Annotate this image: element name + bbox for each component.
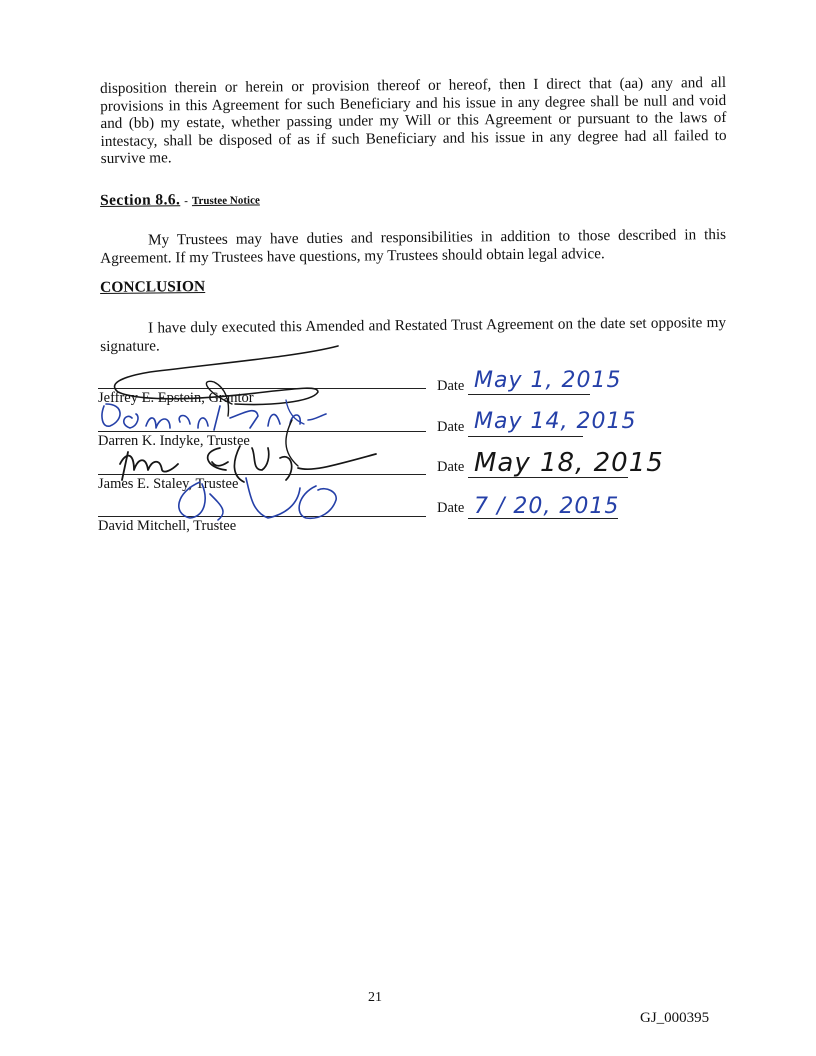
signer-name-indyke: Darren K. Indyke, Trustee bbox=[98, 433, 250, 449]
date-value-indyke: May 14, 2015 bbox=[474, 409, 637, 434]
conclusion-heading: CONCLUSION bbox=[100, 277, 206, 296]
date-label-mitchell: Date bbox=[437, 500, 465, 516]
paragraph-disposition: disposition therein or herein or provision thereof or hereof, then I direct that (aa) any and all provisions in this Agreement for such Beneficiary and his issue in any degree shall be null and void and (bb) my estate, whether passing under my Will or this Agreement or pursuant to the laws of intestacy, shall be disposed of as if such Beneficiary and his issue in any degree had all failed to survive me. bbox=[100, 73, 727, 167]
page-number: 21 bbox=[368, 990, 382, 1005]
signature-line-grantor bbox=[98, 388, 426, 389]
date-line-grantor bbox=[468, 394, 590, 395]
date-label-indyke: Date bbox=[437, 419, 465, 435]
signature-indyke bbox=[102, 404, 326, 430]
section-number: Section 8.6. bbox=[100, 191, 181, 209]
signer-name-staley: James E. Staley, Trustee bbox=[98, 476, 239, 492]
signature-line-staley bbox=[98, 474, 426, 475]
section-dash: - bbox=[184, 195, 188, 208]
signer-name-mitchell: David Mitchell, Trustee bbox=[98, 518, 237, 534]
date-label-grantor: Date bbox=[437, 378, 465, 394]
bates-number: GJ_000395 bbox=[640, 1010, 710, 1026]
signature-line-mitchell bbox=[98, 516, 426, 517]
date-value-mitchell: 7 / 20, 2015 bbox=[474, 494, 620, 519]
date-label-staley: Date bbox=[437, 459, 465, 475]
signer-name-grantor: Jeffrey E. Epstein, Grantor bbox=[98, 390, 254, 406]
section-heading bbox=[100, 190, 260, 210]
signature-line-indyke bbox=[98, 431, 426, 432]
date-value-staley: May 18, 2015 bbox=[474, 448, 664, 478]
date-value-grantor: May 1, 2015 bbox=[474, 368, 622, 393]
paragraph-conclusion: I have duly executed this Amended and Restated Trust Agreement on the date set opposite my signature. bbox=[100, 313, 727, 355]
paragraph-trustee-notice: My Trustees may have duties and responsibilities in addition to those described in this Agreement. If my Trustees have questions, my Trustees should obtain legal advice. bbox=[100, 225, 727, 267]
section-title: Trustee Notice bbox=[191, 194, 260, 208]
date-line-indyke bbox=[468, 436, 583, 437]
